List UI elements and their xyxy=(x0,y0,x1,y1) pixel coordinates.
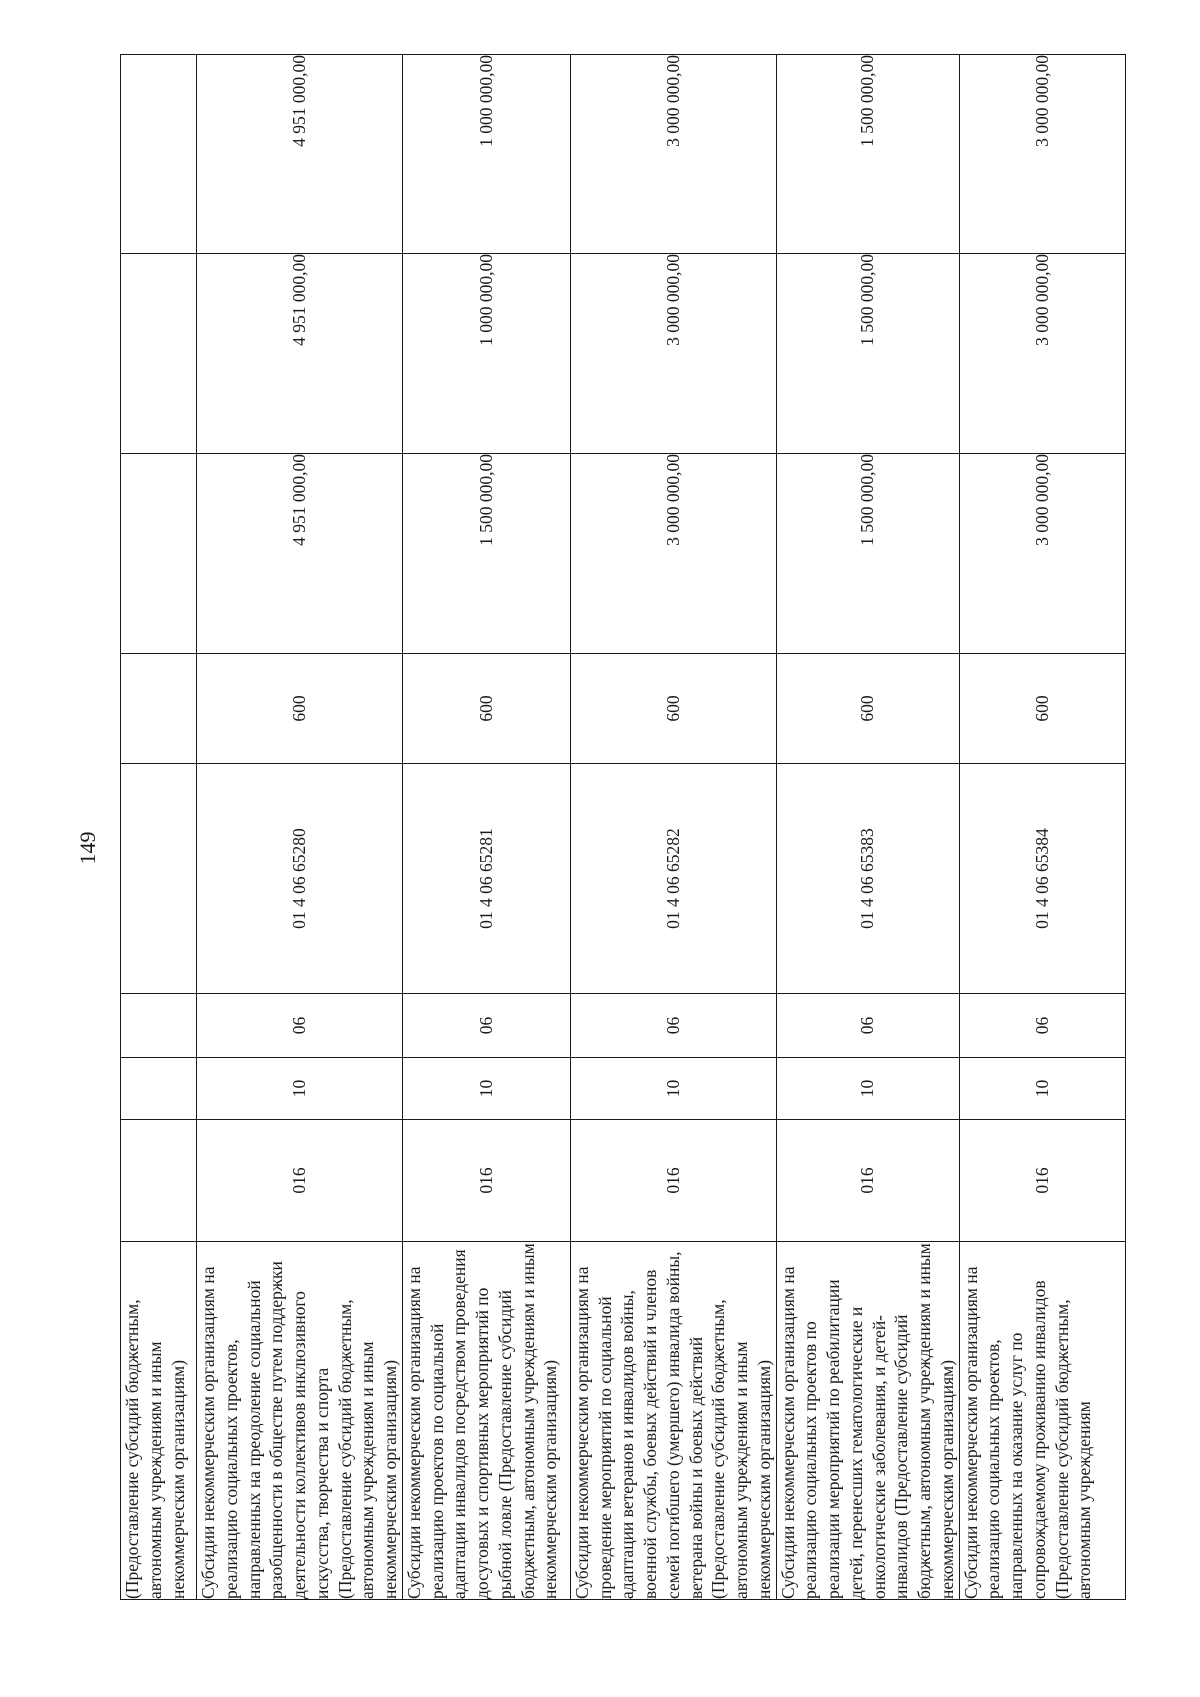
amount-year-3-cell: 3 000 000,00 xyxy=(570,55,776,254)
rotated-table-sheet xyxy=(120,55,1095,1600)
expense-type-cell xyxy=(121,654,197,764)
table-row xyxy=(570,55,776,1600)
amount-year-3-cell: 3 000 000,00 xyxy=(959,55,1125,254)
amount-year-3-cell: 1 500 000,00 xyxy=(776,55,959,254)
expense-type-cell: 600 xyxy=(959,654,1125,764)
amount-year-3-cell: 4 951 000,00 xyxy=(197,55,403,254)
target-article-cell: 01 4 06 65384 xyxy=(959,764,1125,994)
row-name-cell: Субсидии некоммерческим организациям на реализацию социальных проектов, направленных на оказание услуг по сопровождаемому проживанию инвалидов (Предоставление субсидий бюджетным, автономным учреждениям xyxy=(959,1242,1125,1600)
section-cell: 10 xyxy=(197,1058,403,1120)
row-name-cell: Субсидии некоммерческим организациям на реализацию проектов по социальной адаптации инвалидов посредством проведения досуговых и спортивных мероприятий по рыбной ловле (Предоставление субсидий бюджетным, автономным учреждениям и иным некоммерческим организациям) xyxy=(402,1242,570,1600)
table-row xyxy=(959,55,1125,1600)
table-row xyxy=(197,55,403,1600)
budget-table xyxy=(120,54,1126,1600)
amount-year-2-cell: 1 500 000,00 xyxy=(776,254,959,454)
section-cell: 10 xyxy=(402,1058,570,1120)
subsection-cell xyxy=(121,994,197,1058)
section-cell: 10 xyxy=(959,1058,1125,1120)
row-name-cell: (Предоставление субсидий бюджетным, автономным учреждениям и иным некоммерческим организациям) xyxy=(121,1242,197,1600)
amount-year-1-cell: 1 500 000,00 xyxy=(776,454,959,654)
amount-year-2-cell xyxy=(121,254,197,454)
section-cell: 10 xyxy=(570,1058,776,1120)
amount-year-1-cell xyxy=(121,454,197,654)
table-row xyxy=(776,55,959,1600)
expense-type-cell: 600 xyxy=(197,654,403,764)
expense-type-cell: 600 xyxy=(570,654,776,764)
target-article-cell: 01 4 06 65281 xyxy=(402,764,570,994)
subsection-cell: 06 xyxy=(959,994,1125,1058)
subsection-cell: 06 xyxy=(402,994,570,1058)
target-article-cell: 01 4 06 65280 xyxy=(197,764,403,994)
amount-year-2-cell: 3 000 000,00 xyxy=(570,254,776,454)
expense-type-cell: 600 xyxy=(402,654,570,764)
section-cell xyxy=(121,1058,197,1120)
amount-year-1-cell: 4 951 000,00 xyxy=(197,454,403,654)
page-number: 149 xyxy=(75,831,100,865)
grbs-cell: 016 xyxy=(570,1120,776,1242)
grbs-cell: 016 xyxy=(959,1120,1125,1242)
amount-year-2-cell: 4 951 000,00 xyxy=(197,254,403,454)
amount-year-3-cell xyxy=(121,55,197,254)
amount-year-1-cell: 3 000 000,00 xyxy=(570,454,776,654)
amount-year-1-cell: 3 000 000,00 xyxy=(959,454,1125,654)
section-cell: 10 xyxy=(776,1058,959,1120)
amount-year-3-cell: 1 000 000,00 xyxy=(402,55,570,254)
row-name-cell: Субсидии некоммерческим организациям на реализацию социальных проектов, направленных на преодоление социальной разобщенности в обществе путем поддержки деятельности коллективов инклюзивного искусства, творчества и спорта (Предоставление субсидий бюджетным, автономным учреждениям и иным некоммерческим организациям) xyxy=(197,1242,403,1600)
amount-year-1-cell: 1 500 000,00 xyxy=(402,454,570,654)
grbs-cell: 016 xyxy=(197,1120,403,1242)
subsection-cell: 06 xyxy=(570,994,776,1058)
row-name-cell: Субсидии некоммерческим организациям на проведение мероприятий по социальной адаптации ветеранов и инвалидов войны, военной службы, боевых действий и членов семей погибшего (умершего) инвалида войны, ветерана войны и боевых действий (Предоставление субсидий бюджетным, автономным учреждениям и иным некоммерческим организациям) xyxy=(570,1242,776,1600)
expense-type-cell: 600 xyxy=(776,654,959,764)
grbs-cell: 016 xyxy=(402,1120,570,1242)
target-article-cell: 01 4 06 65383 xyxy=(776,764,959,994)
table-row xyxy=(402,55,570,1600)
grbs-cell: 016 xyxy=(776,1120,959,1242)
amount-year-2-cell: 1 000 000,00 xyxy=(402,254,570,454)
subsection-cell: 06 xyxy=(197,994,403,1058)
row-name-cell: Субсидии некоммерческим организациям на реализацию социальных проектов по реализации мероприятий по реабилитации детей, перенесших гематологические и онкологические заболевания, и детей-инвалидов (Предоставление субсидий бюджетным, автономным учреждениям и иным некоммерческим организациям) xyxy=(776,1242,959,1600)
table-row xyxy=(121,55,197,1600)
target-article-cell: 01 4 06 65282 xyxy=(570,764,776,994)
target-article-cell xyxy=(121,764,197,994)
subsection-cell: 06 xyxy=(776,994,959,1058)
amount-year-2-cell: 3 000 000,00 xyxy=(959,254,1125,454)
grbs-cell xyxy=(121,1120,197,1242)
